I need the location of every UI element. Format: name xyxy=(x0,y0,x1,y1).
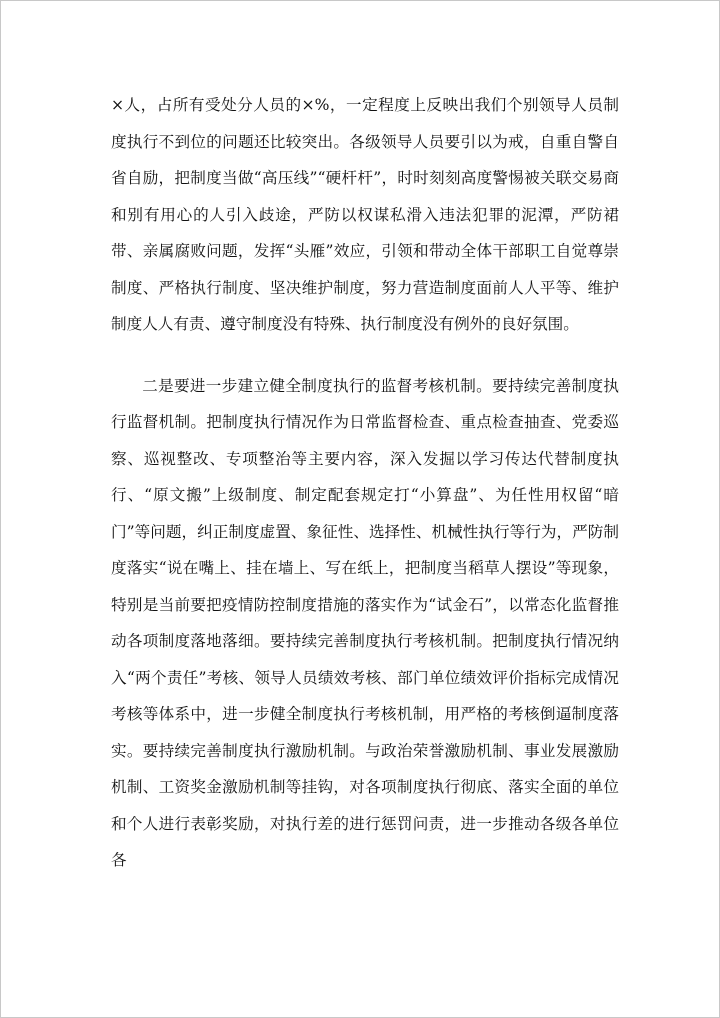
paragraph-1: ×人，占所有受处分人员的×%，一定程度上反映出我们个别领导人员制度执行不到位的问题还比较突出。各级领导人员要引以为戒，自重自警自省自励，把制度当做“高压线”“硬杆杆”，时时刻刻高度警惕被关联交易商和别有用心的人引入歧途，严防以权谋私滑入违法犯罪的泥潭，严防裙带、亲属腐败问题，发挥“头雁”效应，引领和带动全体干部职工自觉尊崇制度、严格执行制度、坚决维护制度，努力营造制度面前人人平等、维护制度人人有责、遵守制度没有特殊、执行制度没有例外的良好氛围。 xyxy=(111,96,619,333)
paragraph-2: 二是要进一步建立健全制度执行的监督考核机制。要持续完善制度执行监督机制。把制度执行情况作为日常监督检查、重点检查抽查、党委巡察、巡视整改、专项整治等主要内容，深入发掘以学习传达代替制度执行、“原文搬”上级制度、制定配套规定打“小算盘”、为任性用权留“暗门”等问题，纠正制度虚置、象征性、选择性、机械性执行等行为，严防制度落实“说在嘴上、挂在墙上、写在纸上，把制度当稻草人摆设”等现象，特别是当前要把疫情防控制度措施的落实作为“试金石”，以常态化监督推动各项制度落地落细。要持续完善制度执行考核机制。把制度执行情况纳入“两个责任”考核、领导人员绩效考核、部门单位绩效评价指标完成情况考核等体系中，进一步健全制度执行考核机制，用严格的考核倒逼制度落实。要持续完善制度执行激励机制。与政治荣誉激励机制、事业发展激励机制、工资奖金激励机制等挂钩，对各项制度执行彻底、落实全面的单位和个人进行表彰奖励，对执行差的进行惩罚问责，进一步推动各级各单位各 xyxy=(111,376,619,869)
document-body xyxy=(111,87,619,879)
